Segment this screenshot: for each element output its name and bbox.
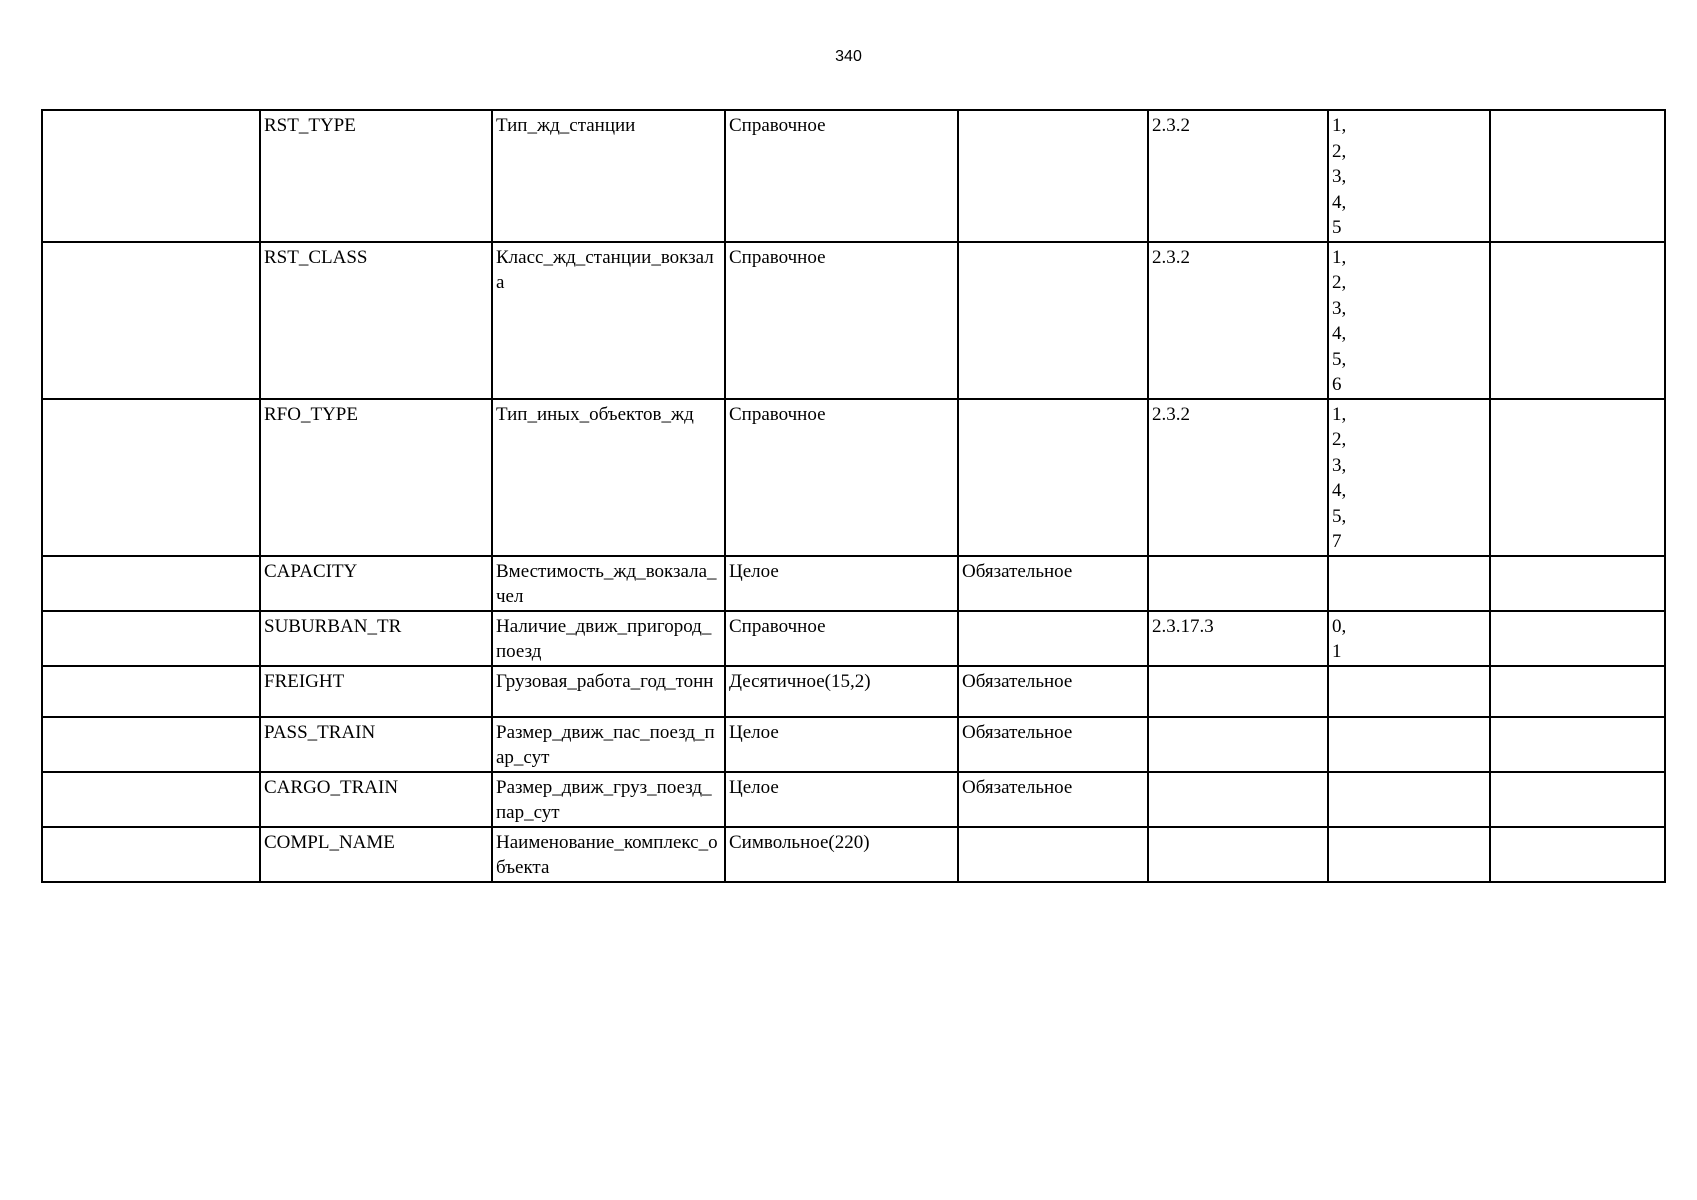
empty-cell [1490, 611, 1665, 666]
table-row [42, 399, 1665, 556]
attribute-code-cell: FREIGHT [260, 666, 492, 717]
attribute-name-cell: Вместимость_жд_вокзала_чел [492, 556, 725, 611]
required-cell: Обязательное [958, 717, 1148, 772]
data-type-cell: Целое [725, 717, 958, 772]
empty-cell [1490, 556, 1665, 611]
attribute-name-cell: Класс_жд_станции_вокзала [492, 242, 725, 399]
attribute-name-cell: Наименование_комплекс_объекта [492, 827, 725, 882]
allowed-values-cell [1328, 242, 1490, 399]
table-row [42, 611, 1665, 666]
attribute-name-cell: Размер_движ_груз_поезд_пар_сут [492, 772, 725, 827]
table-row [42, 242, 1665, 399]
attribute-table [41, 109, 1666, 883]
attribute-code-cell: SUBURBAN_TR [260, 611, 492, 666]
reference-cell [1148, 772, 1328, 827]
reference-cell: 2.3.2 [1148, 110, 1328, 242]
allowed-value: 3, [1332, 166, 1347, 187]
attribute-code-cell: RFO_TYPE [260, 399, 492, 556]
attribute-code-cell: CARGO_TRAIN [260, 772, 492, 827]
empty-cell [42, 772, 260, 827]
data-type-cell: Справочное [725, 611, 958, 666]
allowed-value: 6 [1332, 374, 1342, 395]
allowed-values-cell [1328, 717, 1490, 772]
attribute-name-cell: Размер_движ_пас_поезд_пар_сут [492, 717, 725, 772]
empty-cell [1490, 827, 1665, 882]
empty-cell [42, 556, 260, 611]
table-row [42, 772, 1665, 827]
reference-cell: 2.3.17.3 [1148, 611, 1328, 666]
allowed-value: 1, [1332, 246, 1347, 268]
table-row [42, 666, 1665, 717]
allowed-values-cell [1328, 110, 1490, 242]
attribute-code-cell: PASS_TRAIN [260, 717, 492, 772]
allowed-value: 4, [1332, 191, 1347, 213]
reference-cell [1148, 827, 1328, 882]
reference-cell [1148, 666, 1328, 717]
allowed-value: 2, [1332, 140, 1347, 162]
required-cell [958, 242, 1148, 399]
empty-cell [42, 399, 260, 556]
allowed-value: 5, [1332, 348, 1347, 370]
required-cell [958, 399, 1148, 556]
allowed-values-cell [1328, 666, 1490, 717]
allowed-value: 5, [1332, 505, 1347, 527]
attribute-name-cell: Наличие_движ_пригород_поезд [492, 611, 725, 666]
allowed-values-cell [1328, 772, 1490, 827]
allowed-values-cell [1328, 556, 1490, 611]
allowed-value: 1, [1332, 115, 1347, 136]
allowed-value: 0, [1332, 615, 1347, 637]
table-row [42, 827, 1665, 882]
data-type-cell: Справочное [725, 399, 958, 556]
attribute-name-cell: Грузовая_работа_год_тонн [492, 666, 725, 717]
reference-cell [1148, 717, 1328, 772]
allowed-values-cell [1328, 611, 1490, 666]
data-type-cell: Десятичное(15,2) [725, 666, 958, 717]
required-cell: Обязательное [958, 666, 1148, 717]
page-number: 340 [835, 48, 862, 65]
table-row [42, 110, 1665, 242]
reference-cell [1148, 556, 1328, 611]
allowed-value: 5 [1332, 217, 1342, 238]
empty-cell [42, 717, 260, 772]
allowed-value: 4, [1332, 480, 1347, 501]
allowed-values-cell [1328, 827, 1490, 882]
required-cell [958, 611, 1148, 666]
empty-cell [1490, 717, 1665, 772]
empty-cell [1490, 772, 1665, 827]
empty-cell [1490, 666, 1665, 717]
empty-cell [1490, 242, 1665, 399]
allowed-value: 3, [1332, 454, 1347, 476]
empty-cell [42, 666, 260, 717]
table-row [42, 717, 1665, 772]
allowed-value: 3, [1332, 297, 1347, 319]
empty-cell [42, 611, 260, 666]
allowed-value: 1, [1332, 403, 1347, 425]
attribute-code-cell: RST_CLASS [260, 242, 492, 399]
required-cell: Обязательное [958, 772, 1148, 827]
allowed-value: 4, [1332, 323, 1347, 344]
data-type-cell: Справочное [725, 242, 958, 399]
empty-cell [42, 827, 260, 882]
allowed-values-cell [1328, 399, 1490, 556]
required-cell: Обязательное [958, 556, 1148, 611]
table-body [42, 110, 1665, 882]
allowed-value: 7 [1332, 531, 1342, 552]
allowed-value: 1 [1332, 641, 1342, 662]
data-type-cell: Целое [725, 556, 958, 611]
attribute-name-cell: Тип_жд_станции [492, 110, 725, 242]
attribute-name-cell: Тип_иных_объектов_жд [492, 399, 725, 556]
data-type-cell: Символьное(220) [725, 827, 958, 882]
attribute-code-cell: CAPACITY [260, 556, 492, 611]
empty-cell [42, 242, 260, 399]
table-row [42, 556, 1665, 611]
data-type-cell: Целое [725, 772, 958, 827]
allowed-value: 2, [1332, 272, 1347, 293]
empty-cell [1490, 110, 1665, 242]
reference-cell: 2.3.2 [1148, 242, 1328, 399]
required-cell [958, 827, 1148, 882]
data-type-cell: Справочное [725, 110, 958, 242]
reference-cell: 2.3.2 [1148, 399, 1328, 556]
attribute-code-cell: COMPL_NAME [260, 827, 492, 882]
empty-cell [42, 110, 260, 242]
allowed-value: 2, [1332, 429, 1347, 450]
empty-cell [1490, 399, 1665, 556]
attribute-code-cell: RST_TYPE [260, 110, 492, 242]
required-cell [958, 110, 1148, 242]
